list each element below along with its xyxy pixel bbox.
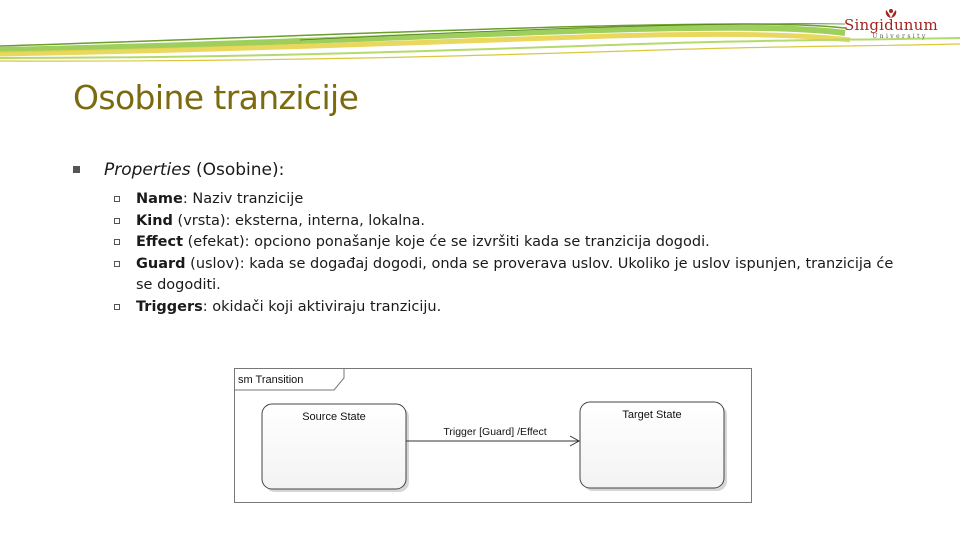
list-item [114, 211, 914, 233]
logo-name: Singidunum [844, 16, 938, 34]
state-machine-diagram [234, 368, 752, 503]
item-term: Triggers [136, 298, 203, 315]
square-outline-bullet-icon [114, 196, 120, 202]
list-item [114, 297, 914, 319]
logo-subtitle: University [872, 33, 928, 40]
item-term: Guard [136, 255, 186, 272]
list-item [114, 254, 914, 297]
square-outline-bullet-icon [114, 261, 120, 267]
list-item [114, 232, 914, 254]
square-outline-bullet-icon [114, 304, 120, 310]
heading-rest: (Osobine): [190, 160, 285, 180]
square-outline-bullet-icon [114, 239, 120, 245]
target-state-label: Target State [622, 409, 682, 421]
item-text: (vrsta): eksterna, interna, lokalna. [172, 212, 425, 229]
university-logo [836, 8, 946, 44]
main-bullet [73, 160, 284, 180]
item-text: : okidači koji aktiviraju tranziciju. [202, 298, 442, 315]
heading-italic: Properties [104, 160, 191, 180]
item-term: Name [136, 191, 183, 207]
slide-title: Osobine tranzicije [73, 78, 359, 117]
square-bullet-icon [73, 166, 80, 173]
item-term: Effect [136, 234, 184, 250]
item-text: : Naziv tranzicije [182, 191, 304, 207]
transition-label: Trigger [Guard] /Effect [443, 426, 547, 438]
list-item [114, 189, 914, 211]
square-outline-bullet-icon [114, 218, 120, 224]
item-term: Kind [136, 212, 173, 229]
properties-list [114, 189, 914, 318]
item-text: (uslov): kada se događaj dogodi, onda se proverava uslov. Ukoliko je uslov ispunjen, tranzicija će se dogoditi. [136, 255, 894, 293]
frame-label: sm Transition [238, 374, 304, 386]
header-swoosh [0, 0, 960, 80]
source-state-label: Source State [302, 411, 366, 423]
item-text: (efekat): opciono ponašanje koje će se izvršiti kada se tranzicija dogodi. [183, 234, 710, 250]
